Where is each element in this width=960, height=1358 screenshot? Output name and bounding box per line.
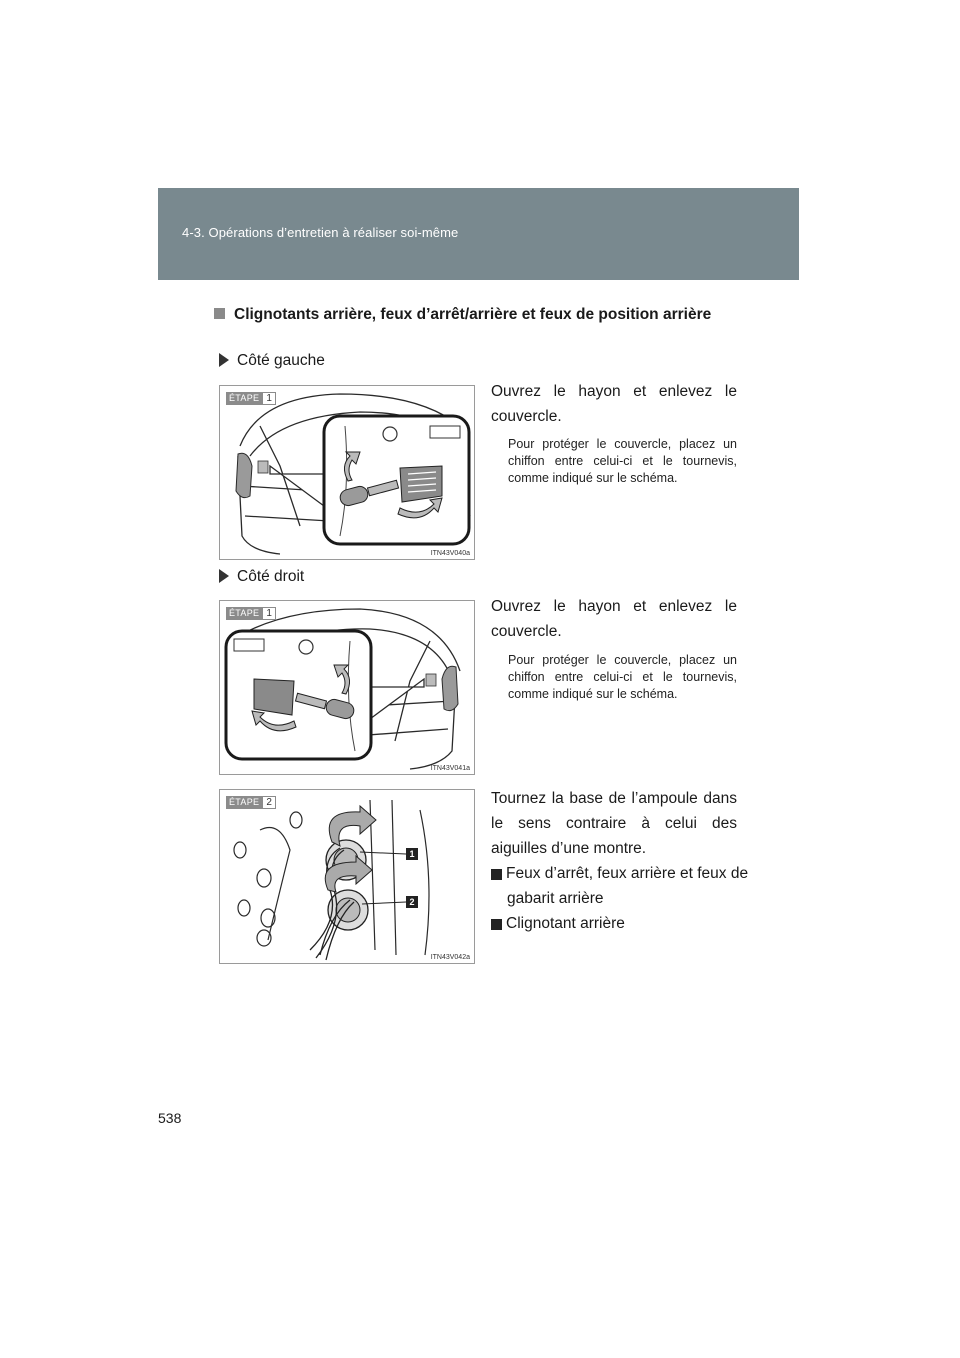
trunk-left-illustration <box>220 386 474 559</box>
figure-right-trunk <box>219 600 475 775</box>
triangle-bullet-icon <box>219 353 229 367</box>
instruction-right: Ouvrez le hayon et enlevez le couvercle. <box>491 598 737 640</box>
instruction-step2: Tournez la base de l’ampoule dans le sens contraire à celui des aiguilles d’une montre. <box>491 790 737 857</box>
number-badge: 1 <box>491 869 502 880</box>
callout-1: 1 <box>406 848 418 860</box>
list-item-label: Feux d’arrêt, feux arrière et feux de gabarit arrière <box>506 865 749 907</box>
step-number: 1 <box>262 392 276 405</box>
chapter-title: 4-3. Opérations d’entretien à réaliser soi-même <box>182 225 459 240</box>
page-number: 538 <box>158 1110 182 1126</box>
figure-code: ITN43V040a <box>430 550 470 557</box>
step-tag <box>226 607 276 620</box>
step-number: 2 <box>262 796 276 809</box>
step-label: ÉTAPE <box>226 796 262 809</box>
note-right: Pour protéger le couvercle, placez un chiffon entre celui-ci et le tournevis, comme indiqué sur le schéma. <box>508 653 737 701</box>
subhead-right-side <box>219 568 304 586</box>
figure-left-trunk <box>219 385 475 560</box>
note-left: Pour protéger le couvercle, placez un chiffon entre celui-ci et le tournevis, comme indiqué sur le schéma. <box>508 437 737 485</box>
triangle-bullet-icon <box>219 569 229 583</box>
list-item <box>486 911 753 936</box>
step-tag <box>226 796 276 809</box>
step-label: ÉTAPE <box>226 392 262 405</box>
square-bullet-icon <box>214 308 225 319</box>
section-title-text: Clignotants arrière, feux d’arrêt/arrière et feux de position arrière <box>234 306 712 323</box>
figure-bulb-socket <box>219 789 475 964</box>
callout-2: 2 <box>406 896 418 908</box>
section-title <box>214 302 737 328</box>
figure-code: ITN43V042a <box>430 954 470 961</box>
instruction-left: Ouvrez le hayon et enlevez le couvercle. <box>491 383 737 425</box>
subhead-right-text: Côté droit <box>237 568 305 585</box>
number-badge: 2 <box>491 919 502 930</box>
subhead-left-text: Côté gauche <box>237 352 325 369</box>
list-item-label: Clignotant arrière <box>506 915 625 932</box>
trunk-right-illustration <box>220 601 474 774</box>
subhead-left-side <box>219 352 325 370</box>
step-label: ÉTAPE <box>226 607 262 620</box>
step-number: 1 <box>262 607 276 620</box>
step-tag <box>226 392 276 405</box>
chapter-header <box>158 188 799 280</box>
figure-code: ITN43V041a <box>430 765 470 772</box>
list-item <box>486 861 753 911</box>
bulb-socket-illustration <box>220 790 474 963</box>
